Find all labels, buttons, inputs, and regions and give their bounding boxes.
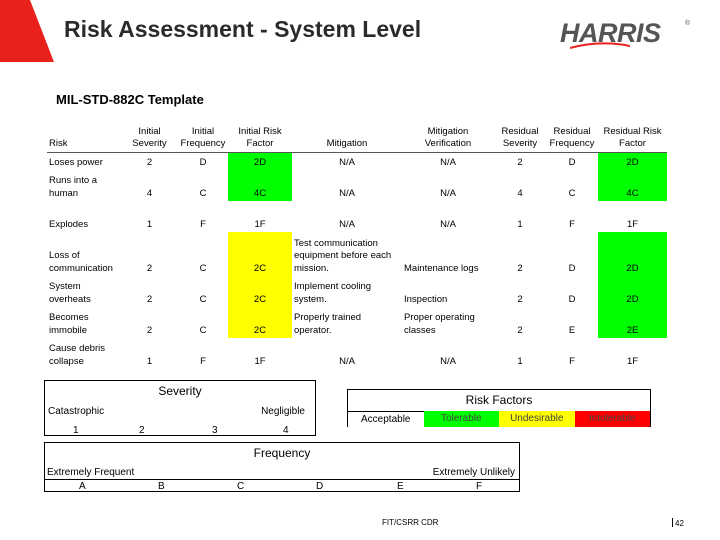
column-header: Residual Frequency [546,120,598,152]
frequency-level: F [476,481,483,492]
logo-text: HARRIS [560,18,661,48]
residual-severity-cell: 4 [517,187,523,199]
column-header: Initial Risk Factor [228,120,292,152]
verification-cell: N/A [440,218,456,230]
frequency-level: B [158,481,165,492]
tolerable-swatch: Tolerable [424,411,500,427]
column-header: Initial Severity [121,120,178,152]
frequency-level: C [237,481,245,492]
initial-risk-factor-cell: 2C [228,307,292,338]
residual-severity-cell: 2 [517,262,523,274]
residual-risk-factor-cell: 2E [598,307,667,338]
initial-risk-factor-cell: 2D [228,152,292,170]
mitigation-cell: N/A [339,156,355,168]
mitigation-cell: N/A [339,355,355,367]
frequency-level: A [79,481,86,492]
page-divider [672,518,673,527]
residual-frequency-cell: D [568,156,576,168]
undesirable-swatch: Undesirable [499,411,575,427]
residual-risk-factor-cell: 2D [598,276,667,307]
risk-table-body [47,152,667,369]
residual-risk-factor-cell: 2D [598,232,667,276]
column-header: Residual Severity [494,120,546,152]
severity-level: 3 [212,425,218,436]
initial-risk-factor-cell: 4C [228,170,292,201]
initial-frequency-cell: F [200,218,206,230]
initial-severity-cell: 2 [146,293,153,305]
logo-swoosh-icon [570,42,630,50]
risk-factors-title: Risk Factors [465,393,533,407]
residual-frequency-cell: C [568,187,576,199]
table-row [47,307,667,338]
mitigation-cell: Implement cooling system. [294,281,372,305]
initial-severity-cell: 1 [146,218,153,230]
residual-frequency-cell: E [568,324,576,336]
page-number [672,518,684,528]
initial-severity-cell: 1 [146,355,153,367]
severity-level: 1 [73,425,79,436]
table-row [47,152,667,170]
verification-cell: N/A [440,187,456,199]
verification-cell: Inspection [404,293,448,305]
title-banner [0,0,720,62]
initial-risk-factor-cell: 2C [228,276,292,307]
residual-frequency-cell: D [568,262,576,274]
frequency-level: E [397,481,404,492]
table-row [47,338,667,369]
initial-frequency-cell: D [199,156,207,168]
initial-frequency-cell: C [199,262,207,274]
mitigation-cell: N/A [339,187,355,199]
column-header: Risk [47,120,121,152]
logo-registered-mark: ® [684,20,690,27]
mitigation-cell: Properly trained operator. [294,312,362,336]
risk-name-cell: Explodes [49,218,89,230]
frequency-left-label: Extremely Frequent [47,467,135,478]
risk-name-cell: Runs into a human [49,175,98,199]
residual-risk-factor-cell: 1F [626,218,639,230]
initial-severity-cell: 2 [146,262,153,274]
column-header: Initial Frequency [178,120,228,152]
mitigation-cell: Test communication equipment before each mission. [294,237,392,274]
initial-frequency-cell: C [199,324,207,336]
residual-severity-cell: 2 [517,156,523,168]
initial-severity-cell: 2 [146,324,153,336]
frequency-title: Frequency [253,446,311,460]
risk-name-cell: System overheats [49,281,91,305]
severity-title: Severity [158,384,202,398]
initial-frequency-cell: F [200,355,206,367]
frequency-divider [45,479,519,480]
risk-assessment-table [47,120,667,369]
initial-risk-factor-cell: 1F [254,355,266,367]
residual-severity-cell: 2 [517,324,523,336]
red-accent-wedge [0,0,55,62]
risk-name-cell: Cause debris collapse [49,343,105,367]
residual-risk-factor-cell: 1F [626,355,639,367]
verification-cell: N/A [440,355,456,367]
initial-severity-cell: 4 [146,187,153,199]
verification-cell: N/A [440,156,456,168]
page-number-value: 42 [675,519,684,528]
severity-level: 2 [139,425,145,436]
residual-severity-cell: 1 [517,355,523,367]
table-row [47,276,667,307]
risk-name-cell: Loses power [49,156,103,168]
residual-risk-factor-cell: 2D [598,152,667,170]
intolerable-swatch: Intolerable [575,411,651,427]
severity-legend [44,380,316,436]
frequency-legend [44,442,520,492]
residual-severity-cell: 2 [517,293,523,305]
residual-frequency-cell: D [568,293,576,305]
risk-factors-scale [348,411,650,427]
footer-label: FIT/CSRR CDR [382,518,439,527]
initial-severity-cell: 2 [146,156,153,168]
severity-left-label: Catastrophic [48,406,105,417]
frequency-right-label: Extremely Unlikely [432,467,515,478]
residual-risk-factor-cell: 4C [598,170,667,201]
risk-name-cell: Becomes immobile [49,312,89,336]
table-row [47,232,667,276]
column-header: Residual Risk Factor [598,120,667,152]
table-row [47,201,667,232]
frequency-level: D [316,481,324,492]
page-title: Risk Assessment - System Level [64,16,422,42]
initial-frequency-cell: C [199,293,207,305]
column-header: Mitigation Verification [402,120,494,152]
severity-level: 4 [283,425,289,436]
mitigation-cell: N/A [339,218,355,230]
residual-frequency-cell: F [569,355,575,367]
risk-factors-legend [347,389,651,427]
table-header-row [47,120,667,152]
column-header: Mitigation [292,120,402,152]
acceptable-swatch: Acceptable [348,411,424,427]
initial-risk-factor-cell: 2C [228,232,292,276]
verification-cell: Maintenance logs [404,262,479,274]
initial-frequency-cell: C [199,187,207,199]
table-row [47,170,667,201]
harris-logo [560,18,690,50]
risk-name-cell: Loss of communication [49,250,113,274]
initial-risk-factor-cell: 1F [254,218,266,230]
residual-frequency-cell: F [569,218,575,230]
severity-right-label: Negligible [261,406,305,417]
verification-cell: Proper operating classes [404,312,475,336]
template-subtitle: MIL-STD-882C Template [56,92,204,107]
residual-severity-cell: 1 [517,218,523,230]
